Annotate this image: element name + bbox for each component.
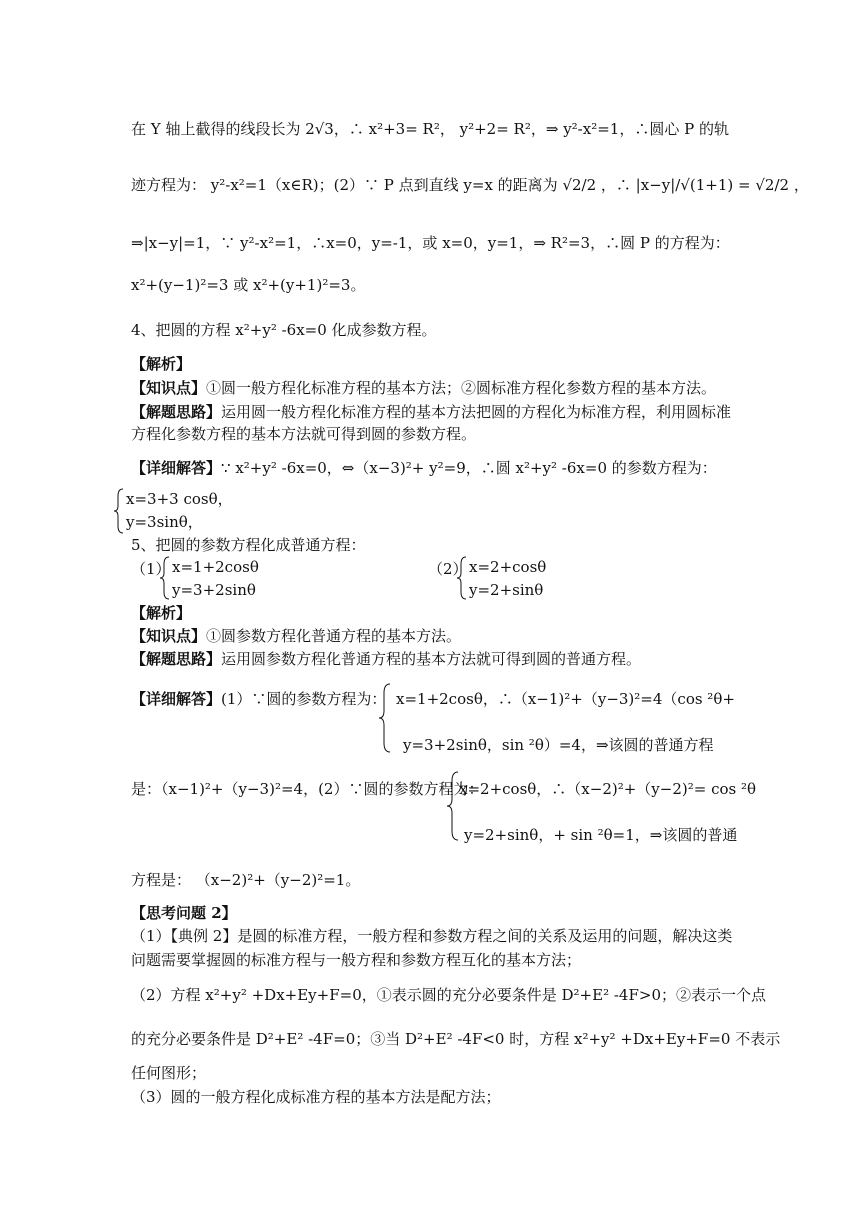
thinking-question-heading: 【思考问题 2】	[131, 904, 237, 922]
text-line-2: 迹方程为： y²-x²=1（x∈R)；(2）∵ P 点到直线 y=x 的距离为 √2/2 ，∴ |x−y|/√(1+1) = √2/2 ，	[131, 176, 809, 194]
text-line-4: x²+(y−1)²=3 或 x²+(y+1)²=3。	[131, 276, 366, 294]
answer2-line-c: 是：（x−1)²+（y−3)²=4，(2）∵圆的参数方程为：	[131, 780, 484, 798]
detailed-answer-1	[131, 459, 717, 477]
solution-idea-text: 运用圆参数方程化普通方程的基本方法就可得到圆的普通方程。	[221, 650, 642, 668]
knowledge-point-1	[131, 379, 716, 397]
solution-idea-text: 运用圆一般方程化标准方程的基本方法把圆的方程化为标准方程，利用圆标准	[221, 403, 732, 421]
knowledge-point-2	[131, 627, 461, 645]
detailed-answer-label: 【详细解答】	[131, 459, 222, 477]
knowledge-point-label: 【知识点】	[131, 379, 207, 397]
answer2-line-d: x=2+cosθ，∴（x−2)²+（y−2)²= cos ²θ	[459, 780, 757, 798]
detailed-answer-text: (1）∵圆的参数方程为：	[221, 690, 387, 708]
brace-icon	[447, 771, 459, 841]
answer2-line-e: y=2+sinθ，+ sin ²θ=1，⇒该圆的普通	[464, 826, 738, 844]
solution-idea-label: 【解题思路】	[131, 650, 222, 668]
detailed-answer-2	[131, 690, 386, 708]
solution-idea-label: 【解题思路】	[131, 403, 222, 421]
brace-icon	[160, 556, 170, 600]
solution-idea-1	[131, 403, 731, 421]
brace-icon	[379, 683, 391, 753]
p5-eq1-y: y=3+2sinθ	[172, 581, 256, 599]
thinking-line-4: 的充分必要条件是 D²+E² -4F=0；③当 D²+E² -4F<0 时，方程 x²+y² +Dx+Ey+F=0 不表示	[131, 1030, 781, 1048]
text-line-1: 在 Y 轴上截得的线段长为 2√3，∴ x²+3= R²， y²+2= R²，⇒ y²-x²=1，∴圆心 P 的轨	[131, 120, 729, 138]
thinking-line-1: （1）【典例 2】是圆的标准方程，一般方程和参数方程之间的关系及运用的问题，解决这类	[131, 927, 733, 945]
answer2-line-f: 方程是： （x−2)²+（y−2)²=1。	[131, 871, 361, 889]
thinking-line-2: 问题需要掌握圆的标准方程与一般方程和参数方程互化的基本方法；	[131, 951, 582, 969]
answer2-line-b: y=3+2sinθ，sin ²θ）=4，⇒该圆的普通方程	[403, 736, 714, 754]
knowledge-point-text: ①圆参数方程化普通方程的基本方法。	[206, 627, 462, 645]
thinking-line-5: 任何图形；	[131, 1064, 207, 1082]
p5-eq2-y: y=2+sinθ	[469, 581, 544, 599]
p5-eq2-x: x=2+cosθ	[469, 558, 547, 576]
text-line-3: ⇒|x−y|=1，∵ y²-x²=1，∴x=0，y=-1，或 x=0，y=1，⇒ R²=3，∴圆 P 的方程为：	[131, 234, 730, 252]
analysis-heading-2: 【解析】	[131, 604, 192, 622]
p5-label-2: （2）	[428, 560, 468, 578]
thinking-line-6: （3）圆的一般方程化成标准方程的基本方法是配方法；	[131, 1088, 501, 1106]
solution-idea-2	[131, 650, 641, 668]
knowledge-point-label: 【知识点】	[131, 627, 207, 645]
detailed-answer-label: 【详细解答】	[131, 690, 222, 708]
solution-idea-1-cont: 方程化参数方程的基本方法就可得到圆的参数方程。	[131, 425, 477, 443]
p5-eq1-x: x=1+2cosθ	[172, 558, 259, 576]
thinking-line-3: （2）方程 x²+y² +Dx+Ey+F=0，①表示圆的充分必要条件是 D²+E² -4F>0；②表示一个点	[131, 986, 766, 1004]
problem-4-title: 4、把圆的方程 x²+y² -6x=0 化成参数方程。	[131, 321, 437, 339]
answer2-line-a: x=1+2cosθ，∴（x−1)²+（y−3)²=4（cos ²θ+	[396, 690, 735, 708]
brace-icon	[114, 488, 124, 534]
param-eq-x: x=3+3 cosθ，	[126, 490, 233, 508]
knowledge-point-text: ①圆一般方程化标准方程的基本方法；②圆标准方程化参数方程的基本方法。	[206, 379, 717, 397]
p5-label-1: （1）	[131, 560, 171, 578]
analysis-heading-1: 【解析】	[131, 355, 192, 373]
brace-icon	[457, 556, 467, 600]
param-eq-y: y=3sinθ，	[126, 513, 203, 531]
detailed-answer-text: ∵ x²+y² -6x=0，⇔（x−3)²+ y²=9，∴圆 x²+y² -6x=0 的参数方程为：	[221, 459, 717, 477]
problem-5-title: 5、把圆的参数方程化成普通方程：	[131, 536, 366, 554]
